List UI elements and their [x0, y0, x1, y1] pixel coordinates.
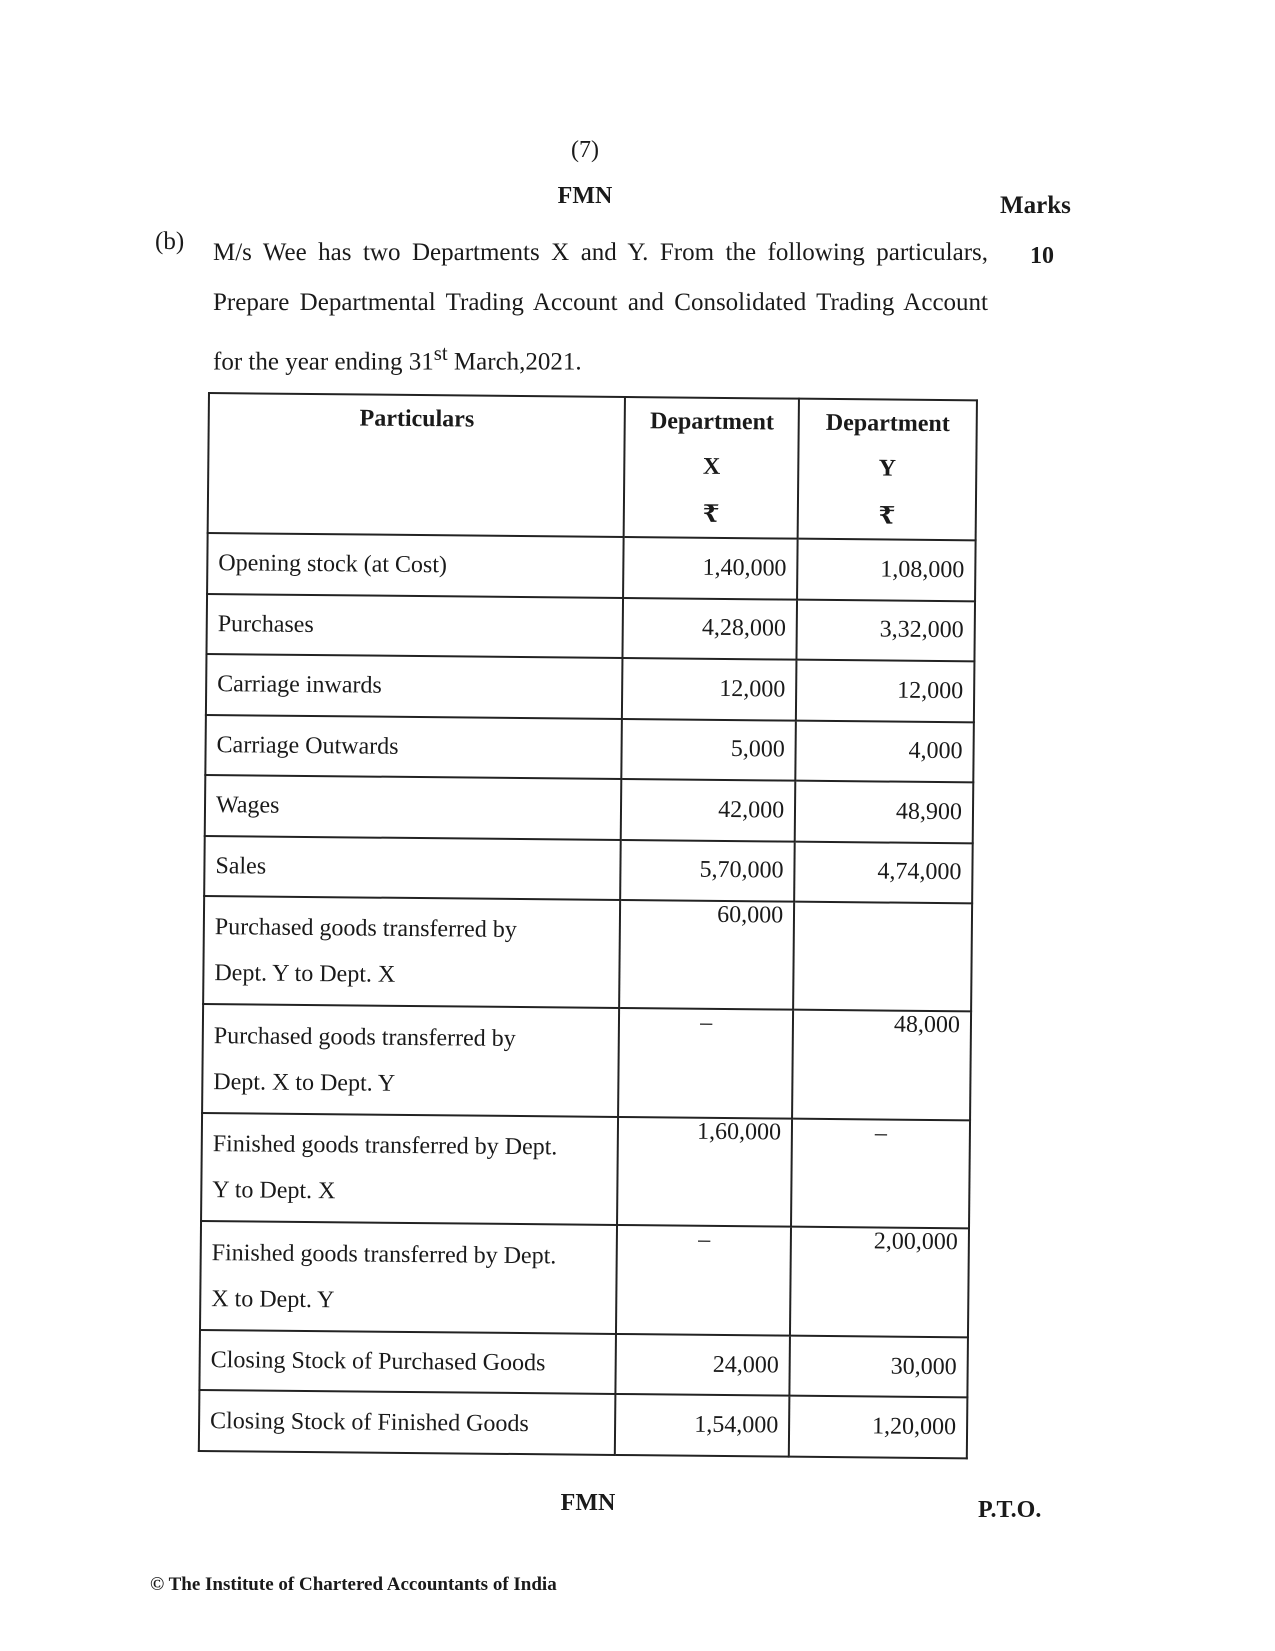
table-row: [207, 533, 976, 601]
question-label: (b): [155, 228, 185, 255]
marks-value: 10: [1030, 243, 1054, 269]
header-particulars: Particulars: [208, 393, 626, 537]
particulars-table: [198, 392, 978, 1459]
row-dept-y-value: 48,900: [795, 781, 973, 843]
row-dept-x-value: 1,40,000: [623, 537, 797, 599]
table-row: [202, 1004, 971, 1120]
row-dept-x-value: 1,54,000: [615, 1394, 789, 1456]
marks-label: Marks: [1000, 192, 1071, 219]
question-text-superscript: st: [433, 341, 448, 365]
row-dept-y-value: 1,20,000: [789, 1396, 967, 1458]
row-dept-y-value: 30,000: [790, 1336, 968, 1398]
row-dept-x-value: 42,000: [621, 779, 795, 841]
paper-code-header: FMN: [557, 183, 613, 209]
row-particulars: Carriage Outwards: [205, 714, 622, 778]
row-particulars: Purchases: [206, 594, 623, 658]
rupee-icon: ₹: [702, 501, 720, 528]
row-particulars: Purchased goods transferred by Dept. Y to Dept. X: [203, 896, 620, 1008]
row-particulars: Finished goods transferred by Dept. Y to Dept. X: [201, 1113, 618, 1225]
question-text-main: M/s Wee has two Departments X and Y. From the following particulars, Prepare Departmental Trading Account and Consolidated Trading Account for the year ending 31: [213, 239, 988, 376]
paper-code-footer: FMN: [560, 1490, 616, 1516]
row-dept-x-value: 5,000: [622, 718, 796, 780]
row-dept-y-value: 4,74,000: [794, 841, 972, 903]
row-dept-x-value: 4,28,000: [623, 597, 797, 659]
page-number: (7): [571, 137, 599, 163]
row-dept-x-value: 60,000: [619, 900, 794, 1010]
header-dept-x: Department X ₹: [624, 397, 799, 539]
row-dept-y-value: 2,00,000: [790, 1227, 969, 1337]
table-row: [199, 1330, 968, 1398]
row-dept-y-value: –: [791, 1119, 970, 1229]
header-dept-y-letter: Y: [878, 455, 897, 482]
pto-label: P.T.O.: [978, 1497, 1042, 1523]
row-dept-y-value: 3,32,000: [797, 599, 975, 661]
row-particulars: Closing Stock of Purchased Goods: [199, 1330, 616, 1394]
question-text-end: March,2021.: [447, 348, 582, 376]
row-dept-x-value: 1,60,000: [617, 1117, 792, 1227]
table-row: [201, 1113, 970, 1229]
row-dept-x-value: –: [616, 1225, 791, 1335]
row-particulars: Closing Stock of Finished Goods: [199, 1390, 616, 1455]
row-particulars: Sales: [204, 835, 621, 899]
row-dept-y-value: [793, 902, 972, 1012]
row-dept-x-value: –: [618, 1008, 793, 1118]
row-dept-y-value: 1,08,000: [797, 539, 975, 601]
header-dept-y: Department Y ₹: [798, 399, 977, 541]
header-dept-x-letter: X: [702, 453, 721, 480]
table-row: [205, 775, 974, 843]
table-row: [200, 1221, 969, 1337]
row-particulars: Finished goods transferred by Dept. X to Dept. Y: [200, 1221, 617, 1333]
table-row: [203, 896, 972, 1012]
row-particulars: Opening stock (at Cost): [207, 533, 624, 597]
row-dept-x-value: 24,000: [616, 1334, 790, 1396]
question-text: [213, 228, 988, 387]
table-row: [206, 594, 975, 662]
row-dept-y-value: 12,000: [796, 660, 974, 722]
table-header-row: [208, 393, 977, 540]
row-particulars: Purchased goods transferred by Dept. X to Dept. Y: [202, 1004, 619, 1116]
table-row: [205, 714, 974, 782]
copyright-notice: © The Institute of Chartered Accountants of India: [150, 1574, 557, 1595]
row-dept-x-value: 5,70,000: [620, 839, 794, 901]
row-particulars: Wages: [205, 775, 622, 839]
row-particulars: Carriage inwards: [206, 654, 623, 718]
table-row: [206, 654, 975, 722]
table-row: [204, 835, 973, 903]
row-dept-y-value: 4,000: [795, 720, 973, 782]
row-dept-y-value: 48,000: [792, 1010, 971, 1120]
row-dept-x-value: 12,000: [622, 658, 796, 720]
table-row: [199, 1390, 968, 1458]
rupee-icon: ₹: [878, 503, 896, 530]
